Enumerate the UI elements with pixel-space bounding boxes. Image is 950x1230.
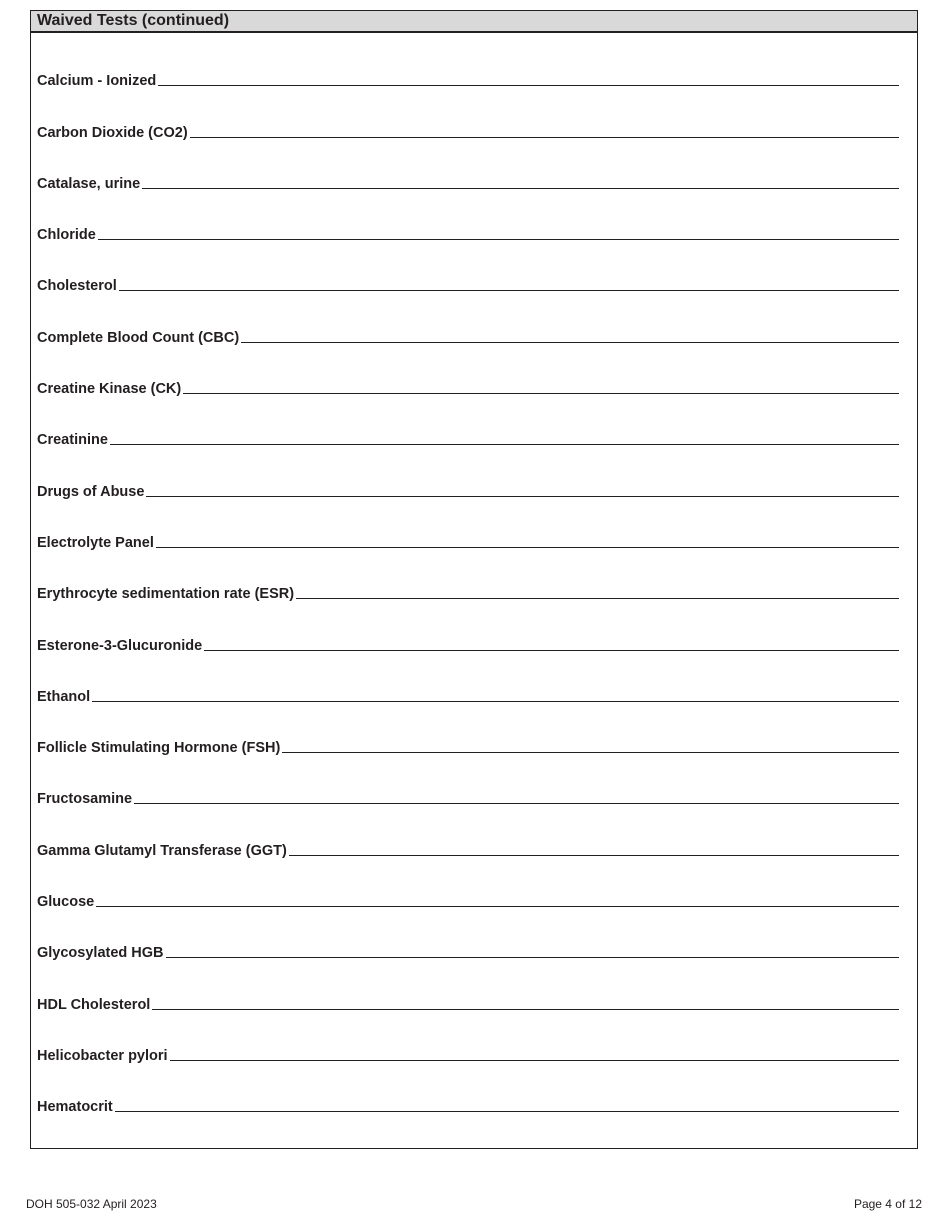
- field-input-esterone-3-glucuronide[interactable]: [204, 636, 899, 651]
- field-label: Creatinine: [37, 432, 108, 449]
- field-label: Carbon Dioxide (CO2): [37, 124, 188, 141]
- field-row-esterone-3-glucuronide: [37, 603, 899, 654]
- field-label: Calcium - Ionized: [37, 73, 157, 90]
- field-input-glycosylated-hgb[interactable]: [166, 943, 899, 958]
- field-row-cholesterol: [37, 244, 899, 295]
- field-input-creatinine[interactable]: [110, 430, 899, 445]
- field-input-helicobacter-pylori[interactable]: [170, 1046, 899, 1061]
- field-input-glucose[interactable]: [96, 892, 899, 907]
- field-label: Glucose: [37, 894, 95, 911]
- field-input-creatine-kinase[interactable]: [183, 379, 899, 394]
- field-label: Drugs of Abuse: [37, 483, 145, 500]
- field-row-creatine-kinase: [37, 347, 899, 398]
- field-row-fsh: [37, 706, 899, 757]
- field-row-ggt: [37, 808, 899, 859]
- field-input-cbc[interactable]: [241, 328, 899, 343]
- field-input-fructosamine[interactable]: [134, 789, 899, 804]
- field-input-electrolyte-panel[interactable]: [156, 533, 899, 548]
- field-input-hdl-cholesterol[interactable]: [152, 995, 899, 1010]
- field-row-electrolyte-panel: [37, 501, 899, 552]
- field-label: Gamma Glutamyl Transferase (GGT): [37, 842, 287, 859]
- field-label: Creatine Kinase (CK): [37, 381, 182, 398]
- field-label: Glycosylated HGB: [37, 945, 164, 962]
- field-input-hematocrit[interactable]: [115, 1097, 899, 1112]
- form-id: DOH 505-032 April 2023: [26, 1197, 157, 1211]
- field-input-calcium-ionized[interactable]: [158, 71, 899, 86]
- field-label: Catalase, urine: [37, 175, 141, 192]
- field-row-ethanol: [37, 655, 899, 706]
- field-row-drugs-of-abuse: [37, 449, 899, 500]
- field-input-esr[interactable]: [296, 584, 899, 599]
- field-row-esr: [37, 552, 899, 603]
- field-row-creatinine: [37, 398, 899, 449]
- field-row-catalase-urine: [37, 142, 899, 193]
- field-label: Ethanol: [37, 688, 91, 705]
- field-label: Fructosamine: [37, 791, 133, 808]
- section-title: Waived Tests (continued): [31, 11, 917, 33]
- field-row-fructosamine: [37, 757, 899, 808]
- field-row-carbon-dioxide: [37, 90, 899, 141]
- waived-tests-section: [30, 10, 918, 1149]
- field-input-chloride[interactable]: [98, 225, 899, 240]
- field-row-chloride: [37, 193, 899, 244]
- field-input-catalase-urine[interactable]: [142, 174, 899, 189]
- field-row-glucose: [37, 860, 899, 911]
- field-input-cholesterol[interactable]: [119, 276, 899, 291]
- field-input-fsh[interactable]: [282, 738, 899, 753]
- field-label: Cholesterol: [37, 278, 117, 295]
- page-number: Page 4 of 12: [853, 1197, 922, 1211]
- test-field-list: [37, 39, 899, 1116]
- field-label: Esterone-3-Glucuronide: [37, 637, 203, 654]
- field-label: Erythrocyte sedimentation rate (ESR): [37, 586, 295, 603]
- field-row-helicobacter-pylori: [37, 1014, 899, 1065]
- field-label: Hematocrit: [37, 1099, 113, 1116]
- field-label: Complete Blood Count (CBC): [37, 329, 240, 346]
- field-label: Chloride: [37, 227, 96, 244]
- field-label: HDL Cholesterol: [37, 996, 151, 1013]
- field-input-carbon-dioxide[interactable]: [190, 123, 899, 138]
- field-input-ggt[interactable]: [289, 841, 899, 856]
- field-label: Follicle Stimulating Hormone (FSH): [37, 740, 281, 757]
- field-label: Helicobacter pylori: [37, 1047, 168, 1064]
- field-row-glycosylated-hgb: [37, 911, 899, 962]
- field-label: Electrolyte Panel: [37, 534, 154, 551]
- field-row-hdl-cholesterol: [37, 962, 899, 1013]
- field-input-ethanol[interactable]: [92, 687, 899, 702]
- field-row-cbc: [37, 295, 899, 346]
- field-row-calcium-ionized: [37, 39, 899, 90]
- field-row-hematocrit: [37, 1065, 899, 1116]
- field-input-drugs-of-abuse[interactable]: [146, 482, 899, 497]
